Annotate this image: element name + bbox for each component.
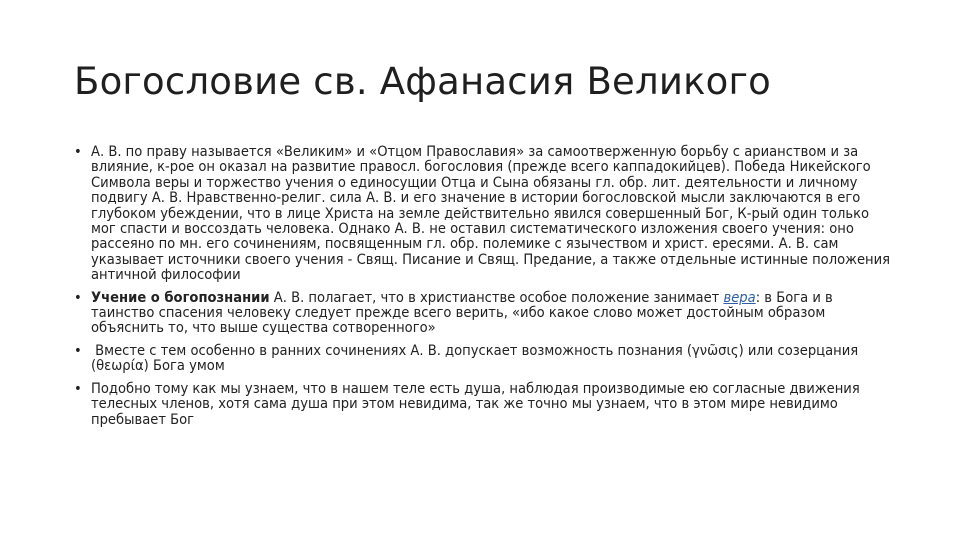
bullet-marker: •	[74, 143, 82, 160]
bullet-text: Вместе с тем особенно в ранних сочинениях А. В. допускает возможность познания (γνῶσις) или созерцания (θεωρία) Бога умом	[91, 341, 863, 375]
slide-title: Богословие св. Афанасия Великого	[74, 60, 771, 103]
bullet-item-1	[74, 144, 894, 283]
bullet-item-3	[74, 343, 894, 374]
bullet-text: А. В. по праву называется «Великим» и «Отцом Православия» за самоотверженную борьбу с арианством и за влияние, к-рое он оказал на развитие правосл. богословия (прежде всего каппадокийцев). Победа Никейского Символа веры и торжество учения о единосущии Отца и Сына обязаны гл. обр. лит. деятельности и личному подвигу А. В. Нравственно-религ. сила А. В. и его значение в истории богословской мысли заключаются в его глубоком убеждении, что в лице Христа на земле действительно явился совершенный Бог, К-рый один только мог спасти и воссоздать человека. Однако А. В. не оставил систематического изложения своего учения: оно рассеяно по мн. его сочинениям, посвященным гл. обр. полемике с язычеством и христ. ересями. А. В. сам указывает источники своего учения - Свящ. Писание и Свящ. Предание, а также отдельные истинные положения античной философии	[91, 143, 891, 284]
vera-link[interactable]: вера	[723, 288, 756, 306]
bullet-text	[91, 290, 894, 336]
bullet-item-4	[74, 381, 894, 427]
bullet-item-2	[74, 290, 894, 336]
bullet-text: Подобно тому как мы узнаем, что в нашем теле есть душа, наблюдая производимые ею согласные движения телесных членов, хотя сама душа при этом невидима, так же точно мы узнаем, что в этом мире невидимо пребывает Бог	[91, 379, 860, 428]
bullet-marker: •	[74, 379, 82, 397]
bullet-text-part: А. В. полагает, что в христианстве особое положение занимает	[269, 288, 724, 306]
bullet-bold-lead: Учение о богопознании	[91, 288, 270, 306]
bullet-text-part: : в Бога и в таинство спасения человеку следует прежде всего верить, «ибо какое слово может достойным образом объяснить то, что выше существа сотворенного»	[91, 288, 833, 337]
bullet-list	[74, 144, 894, 434]
bullet-marker: •	[74, 341, 82, 359]
bullet-marker: •	[74, 288, 82, 306]
